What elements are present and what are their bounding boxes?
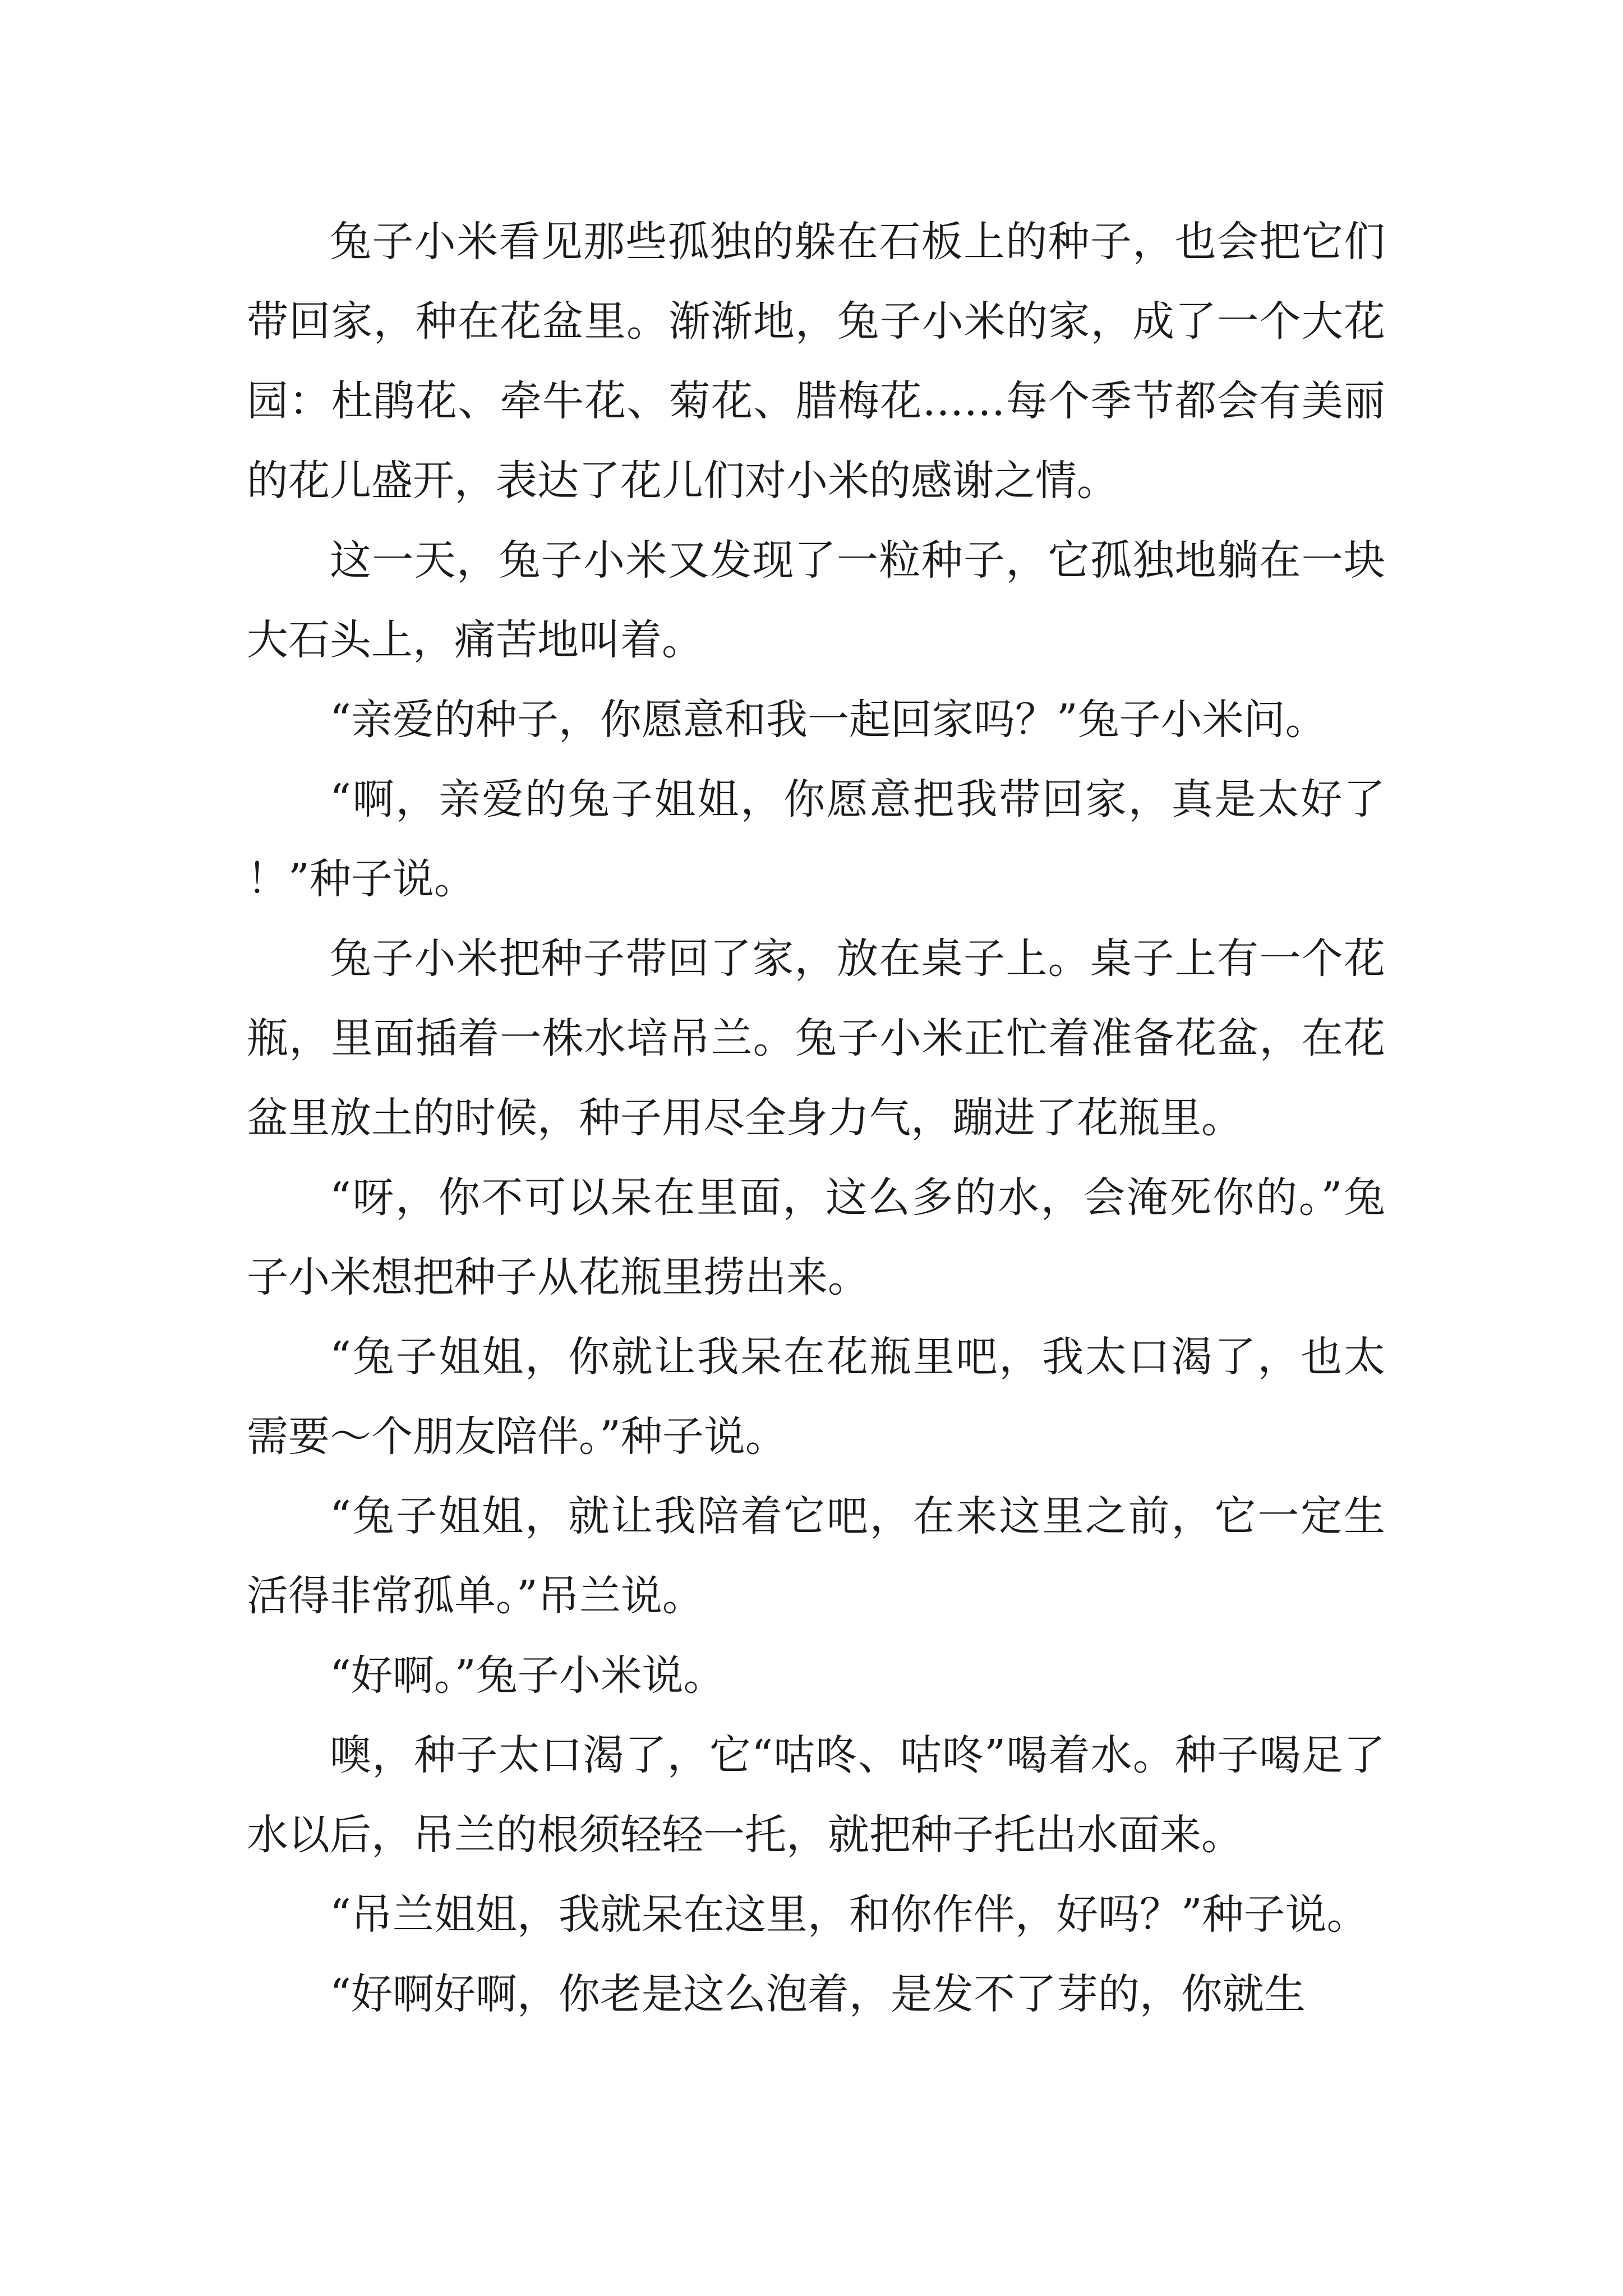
paragraph-11: “吊兰姐姐，我就呆在这里，和你作伴，好吗？”种子说。 bbox=[330, 1890, 1368, 1939]
paragraph-1: 兔子小米看见那些孤独的躲在石板上的种子，也会把它们带回家，种在花盆里。渐渐地，兔子小米的家，成了一个大花园：杜鹃花、牵牛花、菊花、腊梅花……每个季节都会有美丽的花儿盛开，表达了花儿们对小米的感谢之情。 bbox=[247, 218, 1385, 505]
paragraph-4: “啊，亲爱的兔子姐姐，你愿意把我带回家，真是太好了！”种子说。 bbox=[247, 775, 1385, 903]
paragraph-12: “好啊好啊，你老是这么泡着，是发不了芽的，你就生 bbox=[330, 1970, 1306, 2018]
paragraph-7: “兔子姐姐，你就让我呆在花瓶里吧，我太口渴了，也太需要～个朋友陪伴。”种子说。 bbox=[247, 1333, 1385, 1461]
paragraph-6: “呀，你不可以呆在里面，这么多的水，会淹死你的。”兔子小米想把种子从花瓶里捞出来。 bbox=[247, 1174, 1385, 1301]
paragraph-9: “好啊。”兔子小米说。 bbox=[330, 1651, 725, 1700]
paragraph-10: 噢，种子太口渴了，它“咕咚、咕咚”喝着水。种子喝足了水以后，吊兰的根须轻轻一托，就把种子托出水面来。 bbox=[247, 1731, 1385, 1859]
paragraph-5: 兔子小米把种子带回了家，放在桌子上。桌子上有一个花瓶，里面插着一株水培吊兰。兔子小米正忙着准备花盆，在花盆里放土的时候，种子用尽全身力气，蹦进了花瓶里。 bbox=[247, 935, 1385, 1142]
paragraph-2: 这一天，兔子小米又发现了一粒种子，它孤独地躺在一块大石头上，痛苦地叫着。 bbox=[247, 536, 1385, 664]
paragraph-8: “兔子姐姐，就让我陪着它吧，在来这里之前，它一定生活得非常孤单。”吊兰说。 bbox=[247, 1492, 1385, 1620]
paragraph-3: “亲爱的种子，你愿意和我一起回家吗？”兔子小米问。 bbox=[330, 696, 1327, 744]
document-page bbox=[247, 202, 1385, 2034]
